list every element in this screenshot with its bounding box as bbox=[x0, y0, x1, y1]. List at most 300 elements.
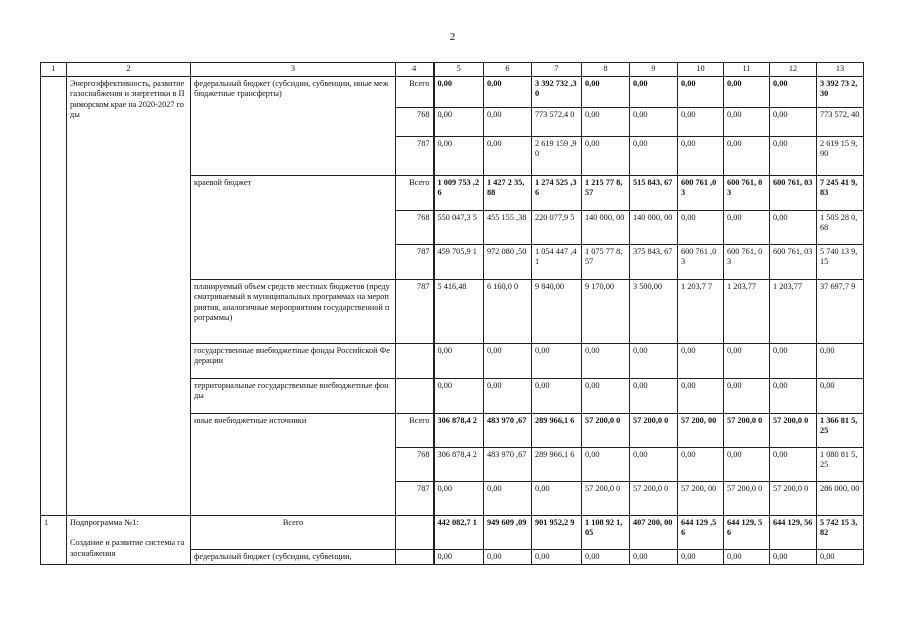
cell-text: 3 392 73 2,30 bbox=[820, 78, 858, 99]
cell-text: 0,00 bbox=[727, 345, 742, 355]
cell-text: 57 200, 00 bbox=[681, 483, 717, 493]
cell-text: 787 bbox=[417, 246, 430, 256]
value-cell bbox=[678, 136, 724, 175]
value-cell bbox=[434, 549, 484, 565]
cell-text: 0,00 bbox=[727, 109, 742, 119]
value-cell bbox=[532, 343, 582, 378]
cell-text: 57 200,0 0 bbox=[633, 483, 669, 493]
cell-text: 0,00 bbox=[437, 380, 453, 390]
cell-text: 0,00 bbox=[681, 449, 696, 459]
value-cell bbox=[630, 210, 678, 244]
cell-text: 2 619 15 9,90 bbox=[820, 138, 858, 159]
column-header bbox=[396, 63, 434, 77]
column-header bbox=[532, 63, 582, 77]
column-header bbox=[67, 63, 191, 77]
cell-text: 0,00 bbox=[727, 78, 742, 88]
cell-text: федеральный бюджет (субсидии, субвенции, иные межбюджетные трансферты) bbox=[194, 78, 389, 99]
cell-text: 1 274 525 ,36 bbox=[535, 177, 577, 198]
value-cell bbox=[484, 343, 532, 378]
value-cell bbox=[770, 210, 817, 244]
value-cell bbox=[724, 76, 770, 107]
cell-text: 9 170,00 bbox=[585, 281, 615, 291]
cell-text: 289 966,1 6 bbox=[535, 415, 575, 425]
value-cell bbox=[434, 378, 484, 413]
value-cell bbox=[724, 343, 770, 378]
value-cell bbox=[817, 413, 864, 447]
cell-text: 0,00 bbox=[773, 380, 788, 390]
cell-text: 57 200,0 0 bbox=[633, 415, 669, 425]
cell-text: 9 bbox=[651, 64, 656, 73]
value-cell bbox=[724, 175, 770, 210]
value-cell bbox=[532, 481, 582, 515]
cell-text: 1 108 92 1,05 bbox=[585, 517, 623, 538]
value-cell bbox=[434, 76, 484, 107]
cell-text: 1 080 81 5,25 bbox=[820, 449, 858, 470]
column-header bbox=[817, 63, 864, 77]
value-cell bbox=[770, 343, 817, 378]
cell-text: 0,00 bbox=[820, 551, 835, 561]
code-cell bbox=[396, 343, 434, 378]
value-cell bbox=[582, 343, 630, 378]
value-cell bbox=[630, 244, 678, 279]
cell-text: 57 200,0 0 bbox=[585, 483, 621, 493]
value-cell bbox=[678, 343, 724, 378]
cell-text: 7 bbox=[554, 64, 559, 73]
value-cell bbox=[770, 175, 817, 210]
cell-text: 0,00 bbox=[773, 345, 788, 355]
source-label-cell bbox=[191, 76, 396, 175]
cell-text: 57 200,0 0 bbox=[773, 415, 809, 425]
column-header bbox=[630, 63, 678, 77]
cell-text: 37 697,7 9 bbox=[820, 281, 856, 291]
value-cell bbox=[532, 413, 582, 447]
value-cell bbox=[630, 549, 678, 565]
value-cell bbox=[678, 447, 724, 481]
value-cell bbox=[678, 210, 724, 244]
cell-text: 550 047,3 5 bbox=[437, 212, 477, 222]
cell-text: 375 843, 67 bbox=[633, 246, 673, 256]
cell-text: 57 200,0 0 bbox=[727, 415, 763, 425]
cell-text: 286 000, 00 bbox=[820, 483, 860, 493]
cell-text: 289 966,1 6 bbox=[535, 449, 575, 459]
cell-text: Энергоэффективность, развитие газоснабжения и энергетики в Приморском крае на 2020-2027 годы bbox=[70, 78, 185, 120]
value-cell bbox=[484, 549, 532, 565]
cell-text: 600 761, 03 bbox=[727, 246, 763, 267]
value-cell bbox=[817, 515, 864, 549]
value-cell bbox=[434, 175, 484, 210]
value-cell bbox=[678, 244, 724, 279]
cell-text: 768 bbox=[417, 449, 430, 459]
cell-text: 0,00 bbox=[633, 551, 648, 561]
value-cell bbox=[434, 343, 484, 378]
value-cell bbox=[770, 244, 817, 279]
value-cell bbox=[484, 136, 532, 175]
cell-text: 0,00 bbox=[681, 551, 696, 561]
cell-text: 483 970 ,67 bbox=[487, 449, 527, 459]
value-cell bbox=[532, 244, 582, 279]
cell-text: 0,00 bbox=[681, 345, 696, 355]
code-cell bbox=[396, 175, 434, 210]
code-cell bbox=[396, 107, 434, 136]
value-cell bbox=[678, 107, 724, 136]
value-cell bbox=[724, 136, 770, 175]
subprogram-subtitle: Создание и развитие системы газоснабжения bbox=[70, 538, 185, 558]
cell-text: 12 bbox=[788, 64, 798, 73]
column-header bbox=[191, 63, 396, 77]
value-cell bbox=[582, 515, 630, 549]
value-cell bbox=[724, 107, 770, 136]
table-row bbox=[41, 76, 864, 107]
value-cell bbox=[630, 515, 678, 549]
cell-text: 0,00 bbox=[487, 380, 502, 390]
column-header bbox=[434, 63, 484, 77]
value-cell bbox=[770, 279, 817, 343]
cell-text: 787 bbox=[417, 138, 430, 148]
value-cell bbox=[817, 481, 864, 515]
cell-text: 57 200, 00 bbox=[681, 415, 717, 425]
cell-text: 0,00 bbox=[773, 551, 788, 561]
subprogram-number-cell bbox=[41, 515, 67, 565]
cell-text: 515 843, 67 bbox=[633, 177, 673, 187]
value-cell bbox=[817, 107, 864, 136]
cell-text: Всего bbox=[282, 517, 304, 527]
cell-text: 5 742 15 3,82 bbox=[820, 517, 858, 538]
cell-text: 5 416,48 bbox=[437, 281, 467, 291]
value-cell bbox=[770, 107, 817, 136]
cell-text: 0,00 bbox=[585, 380, 600, 390]
cell-text: 0,00 bbox=[535, 345, 550, 355]
value-cell bbox=[770, 378, 817, 413]
cell-text: 0,00 bbox=[487, 138, 502, 148]
value-cell bbox=[770, 76, 817, 107]
value-cell bbox=[582, 210, 630, 244]
cell-text: 442 082,7 1 bbox=[437, 517, 477, 527]
cell-text: 0,00 bbox=[633, 380, 648, 390]
value-cell bbox=[484, 244, 532, 279]
value-cell bbox=[630, 136, 678, 175]
value-cell bbox=[582, 413, 630, 447]
cell-text: 6 bbox=[505, 64, 510, 73]
source-label-cell bbox=[191, 549, 396, 565]
value-cell bbox=[532, 76, 582, 107]
cell-text: 0,00 bbox=[727, 551, 742, 561]
cell-text: государственные внебюджетные фонды Российской Федерации bbox=[194, 345, 390, 366]
cell-text: 1 203,77 bbox=[727, 281, 757, 291]
code-cell bbox=[396, 515, 434, 549]
cell-text: 57 200,0 0 bbox=[773, 483, 809, 493]
subprogram-title: Подпрограмма №1: bbox=[70, 517, 139, 527]
cell-text: 0,00 bbox=[820, 380, 835, 390]
cell-text: 5 740 13 9,15 bbox=[820, 246, 858, 267]
cell-text: 2 619 159 ,90 bbox=[535, 138, 577, 159]
cell-text: 7 245 41 9,83 bbox=[820, 177, 858, 198]
cell-text: 1 075 77 8,57 bbox=[585, 246, 623, 267]
value-cell bbox=[582, 447, 630, 481]
cell-text: 57 200,0 0 bbox=[585, 415, 621, 425]
column-header bbox=[678, 63, 724, 77]
value-cell bbox=[532, 107, 582, 136]
cell-text: 0,00 bbox=[773, 109, 788, 119]
value-cell bbox=[678, 175, 724, 210]
cell-text: 0,00 bbox=[585, 138, 600, 148]
subprogram-name-cell bbox=[67, 515, 191, 565]
value-cell bbox=[724, 549, 770, 565]
value-cell bbox=[484, 76, 532, 107]
cell-text: 600 761 ,03 bbox=[681, 177, 717, 198]
cell-text: 0,00 bbox=[773, 138, 788, 148]
cell-text: Всего bbox=[409, 415, 430, 425]
value-cell bbox=[630, 343, 678, 378]
code-cell bbox=[396, 244, 434, 279]
cell-text: 768 bbox=[417, 212, 430, 222]
cell-text: 773 572, 40 bbox=[820, 109, 860, 119]
code-cell bbox=[396, 413, 434, 447]
code-cell bbox=[396, 378, 434, 413]
cell-text: 0,00 bbox=[727, 380, 742, 390]
value-cell bbox=[817, 210, 864, 244]
cell-text: 901 952,2 9 bbox=[535, 517, 575, 527]
code-cell bbox=[396, 481, 434, 515]
source-label-cell bbox=[191, 279, 396, 343]
cell-text: 0,00 bbox=[585, 449, 600, 459]
cell-text: 0,00 bbox=[633, 109, 648, 119]
value-cell bbox=[770, 413, 817, 447]
value-cell bbox=[484, 413, 532, 447]
cell-text: территориальные государственные внебюджетные фонды bbox=[194, 380, 389, 401]
value-cell bbox=[678, 549, 724, 565]
value-cell bbox=[630, 175, 678, 210]
cell-text: 0,00 bbox=[773, 212, 788, 222]
value-cell bbox=[582, 76, 630, 107]
cell-text: 8 bbox=[603, 64, 608, 73]
value-cell bbox=[532, 210, 582, 244]
value-cell bbox=[678, 279, 724, 343]
column-header bbox=[484, 63, 532, 77]
cell-text: 306 878,4 2 bbox=[437, 415, 477, 425]
value-cell bbox=[582, 549, 630, 565]
value-cell bbox=[582, 378, 630, 413]
cell-text: 0,00 bbox=[681, 380, 696, 390]
cell-text: 0,00 bbox=[633, 138, 648, 148]
cell-text: 0,00 bbox=[633, 78, 648, 88]
column-header bbox=[41, 63, 67, 77]
value-cell bbox=[532, 279, 582, 343]
value-cell bbox=[770, 515, 817, 549]
cell-text: 1 bbox=[44, 517, 49, 527]
code-cell bbox=[396, 279, 434, 343]
cell-text: 0,00 bbox=[820, 345, 835, 355]
value-cell bbox=[630, 378, 678, 413]
cell-text: краевой бюджет bbox=[194, 177, 252, 187]
cell-text: 0,00 bbox=[437, 138, 453, 148]
value-cell bbox=[678, 76, 724, 107]
cell-text: 0,00 bbox=[535, 483, 550, 493]
page-number: 2 bbox=[449, 31, 456, 43]
cell-text: 11 bbox=[742, 64, 751, 73]
table-body bbox=[41, 63, 864, 565]
value-cell bbox=[724, 413, 770, 447]
value-cell bbox=[817, 136, 864, 175]
value-cell bbox=[484, 378, 532, 413]
value-cell bbox=[724, 481, 770, 515]
subprogram-total-label bbox=[191, 515, 396, 549]
header-row bbox=[41, 63, 864, 77]
value-cell bbox=[630, 279, 678, 343]
value-cell bbox=[484, 210, 532, 244]
cell-text: 0,00 bbox=[487, 551, 502, 561]
cell-text: иные внебюджетные источники bbox=[194, 415, 307, 425]
value-cell bbox=[678, 481, 724, 515]
value-cell bbox=[817, 175, 864, 210]
cell-text: 600 761, 03 bbox=[727, 177, 763, 198]
cell-text: 972 080 ,50 bbox=[487, 246, 527, 256]
code-cell bbox=[396, 447, 434, 481]
value-cell bbox=[582, 175, 630, 210]
cell-text: 140 000, 00 bbox=[585, 212, 625, 222]
code-cell bbox=[396, 76, 434, 107]
source-label-cell bbox=[191, 175, 396, 279]
value-cell bbox=[770, 481, 817, 515]
cell-text: 1 203,7 7 bbox=[681, 281, 713, 291]
row-num-cell bbox=[41, 76, 67, 515]
cell-text: Всего bbox=[409, 78, 430, 88]
value-cell bbox=[630, 76, 678, 107]
value-cell bbox=[532, 378, 582, 413]
cell-text: 1 bbox=[51, 64, 56, 73]
value-cell bbox=[532, 175, 582, 210]
cell-text: 0,00 bbox=[773, 449, 788, 459]
value-cell bbox=[724, 279, 770, 343]
value-cell bbox=[770, 447, 817, 481]
cell-text: 787 bbox=[417, 281, 430, 291]
cell-text: 3 392 732 ,30 bbox=[535, 78, 577, 99]
cell-text: 0,00 bbox=[487, 78, 502, 88]
column-header bbox=[724, 63, 770, 77]
value-cell bbox=[434, 136, 484, 175]
cell-text: 600 761, 03 bbox=[773, 246, 813, 256]
cell-text: 949 609 ,09 bbox=[487, 517, 527, 527]
cell-text: 0,00 bbox=[773, 78, 788, 88]
value-cell bbox=[532, 136, 582, 175]
value-cell bbox=[434, 447, 484, 481]
cell-text: 0,00 bbox=[727, 138, 742, 148]
column-header bbox=[770, 63, 817, 77]
cell-text: планируемый объем средств местных бюджетов (предусматриваемый в муниципальных программах на мероприятия, аналогичные мероприятиям государственной программы) bbox=[194, 281, 390, 323]
value-cell bbox=[434, 279, 484, 343]
cell-text: 0,00 bbox=[437, 109, 453, 119]
value-cell bbox=[434, 481, 484, 515]
value-cell bbox=[434, 515, 484, 549]
cell-text: 10 bbox=[696, 64, 705, 73]
source-label-cell bbox=[191, 343, 396, 378]
value-cell bbox=[678, 515, 724, 549]
cell-text: 768 bbox=[417, 109, 430, 119]
cell-text: 3 bbox=[290, 64, 296, 73]
value-cell bbox=[817, 549, 864, 565]
code-cell bbox=[396, 136, 434, 175]
subprogram-total-row bbox=[41, 515, 864, 549]
value-cell bbox=[817, 447, 864, 481]
cell-text: 0,00 bbox=[437, 345, 453, 355]
value-cell bbox=[630, 107, 678, 136]
value-cell bbox=[770, 136, 817, 175]
cell-text: 483 970 ,67 bbox=[487, 415, 527, 425]
cell-text: 773 572,4 0 bbox=[535, 109, 575, 119]
cell-text: 459 705,9 1 bbox=[437, 246, 477, 256]
value-cell bbox=[817, 279, 864, 343]
cell-text: 787 bbox=[417, 483, 430, 493]
cell-text: 0,00 bbox=[633, 449, 648, 459]
value-cell bbox=[484, 175, 532, 210]
value-cell bbox=[434, 210, 484, 244]
value-cell bbox=[484, 107, 532, 136]
cell-text: 5 bbox=[456, 64, 461, 73]
cell-text: 0,00 bbox=[535, 380, 550, 390]
cell-text: 6 160,0 0 bbox=[487, 281, 519, 291]
value-cell bbox=[817, 244, 864, 279]
value-cell bbox=[484, 515, 532, 549]
value-cell bbox=[434, 107, 484, 136]
cell-text: 644 129, 56 bbox=[773, 517, 813, 527]
value-cell bbox=[532, 515, 582, 549]
cell-text: 220 077,9 5 bbox=[535, 212, 575, 222]
value-cell bbox=[434, 244, 484, 279]
cell-text: 0,00 bbox=[585, 78, 600, 88]
cell-text: 1 215 77 8,57 bbox=[585, 177, 623, 198]
value-cell bbox=[582, 244, 630, 279]
value-cell bbox=[582, 107, 630, 136]
cell-text: 644 129 ,56 bbox=[681, 517, 717, 538]
value-cell bbox=[630, 481, 678, 515]
value-cell bbox=[582, 279, 630, 343]
cell-text: 306 878,4 2 bbox=[437, 449, 477, 459]
value-cell bbox=[630, 447, 678, 481]
value-cell bbox=[724, 210, 770, 244]
cell-text: 0,00 bbox=[681, 212, 696, 222]
cell-text: 0,00 bbox=[535, 551, 550, 561]
program-name-cell bbox=[67, 76, 191, 515]
cell-text: федеральный бюджет (субсидии, субвенции, bbox=[194, 551, 352, 561]
value-cell bbox=[817, 343, 864, 378]
value-cell bbox=[678, 413, 724, 447]
value-cell bbox=[484, 279, 532, 343]
cell-text: 9 840,00 bbox=[535, 281, 565, 291]
value-cell bbox=[484, 481, 532, 515]
value-cell bbox=[582, 481, 630, 515]
cell-text: 140 000, 00 bbox=[633, 212, 673, 222]
cell-text: 4 bbox=[412, 64, 417, 73]
value-cell bbox=[817, 76, 864, 107]
value-cell bbox=[582, 136, 630, 175]
value-cell bbox=[484, 447, 532, 481]
cell-text: 13 bbox=[835, 64, 845, 73]
code-cell bbox=[396, 210, 434, 244]
value-cell bbox=[724, 447, 770, 481]
cell-text: 644 129, 56 bbox=[727, 517, 763, 538]
cell-text: 0,00 bbox=[681, 78, 696, 88]
value-cell bbox=[630, 413, 678, 447]
cell-text: 3 500,00 bbox=[633, 281, 663, 291]
cell-text: 0,00 bbox=[727, 212, 742, 222]
cell-text: 1 009 753 ,26 bbox=[437, 177, 479, 198]
cell-text: 0,00 bbox=[727, 449, 742, 459]
source-label-cell bbox=[191, 378, 396, 413]
cell-text: 2 bbox=[126, 64, 131, 73]
value-cell bbox=[532, 447, 582, 481]
cell-text: 1 505 28 0,68 bbox=[820, 212, 858, 233]
cell-text: 0,00 bbox=[585, 109, 600, 119]
cell-text: 1 366 81 5,25 bbox=[820, 415, 858, 436]
